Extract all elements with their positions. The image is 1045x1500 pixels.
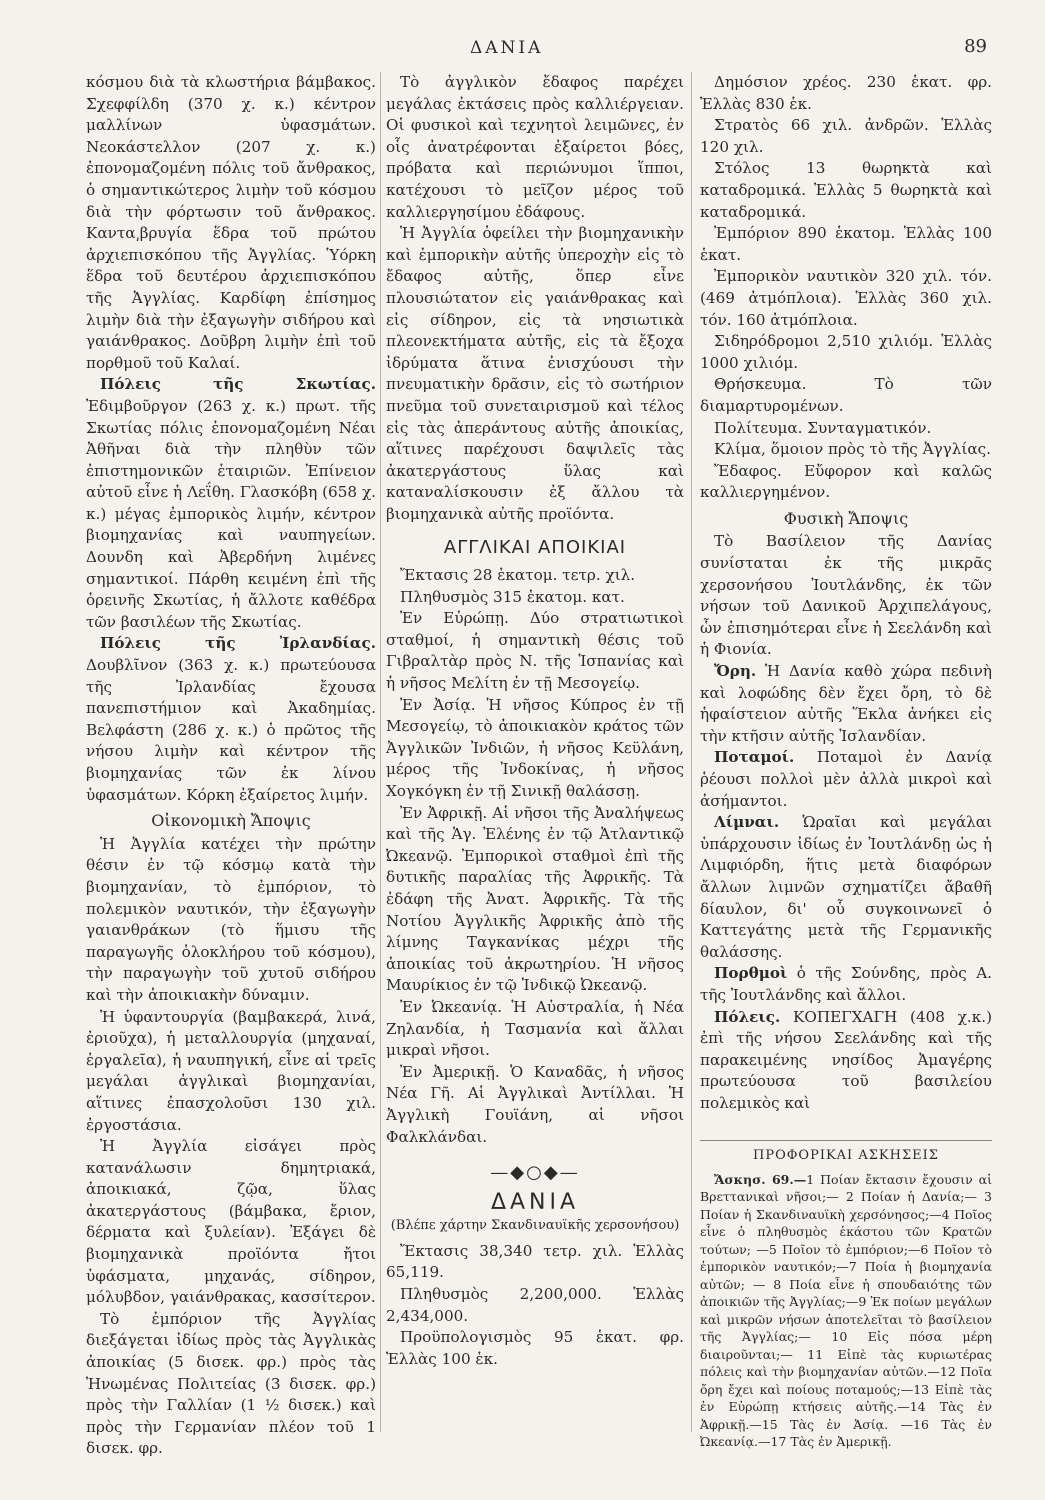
- ornament: —◆○◆—: [490, 1162, 580, 1184]
- running-head: [0, 30, 1045, 64]
- column-right: [700, 72, 992, 1115]
- exercises-rule: [700, 1140, 992, 1141]
- column-middle: [386, 72, 684, 1370]
- map-note: (Βλέπε χάρτην Σκανδιναυϊκῆς χερσονήσου): [390, 1218, 680, 1234]
- paragraph: Ποταμοί. Ποταμοὶ ἐν Δανίᾳ ῥέουσι πολλοὶ μὲν ἀλλὰ μικροὶ καὶ ἀσήμαντοι.: [700, 748, 992, 810]
- paragraph: Ἡ Ἀγγλία ὀφείλει τὴν βιομηχανικὴν καὶ ἐμπορικὴν αὐτῆς ὑπεροχὴν εἰς τὸ ἔδαφος αὐτῆς, ὅπερ εἶνε πλουσιώτατον εἰς γαιάνθρακας καὶ εἰς σίδηρον, εἰς τὰ νησιωτικὰ πλεονεκτήματα αὐτῆς, εἰς τὰ ἔξοχα ἰδρύματα ἅτινα ἐνισχύουσι τὴν πνευματικὴν δρᾶσιν, εἰς τὸ σωτήριον πνεῦμα τοῦ συνεταιρισμοῦ καὶ τέλος εἰς τὰς ἀπεράντους αὐτῆς ἀποικίας, αἵτινες παρέχουσι δαψιλεῖς τὰς ἀκατεργάστους ὕλας καὶ καταναλίσκουσιν ἐξ ἄλλου τὰ βιομηχανικὰ αὐτῆς προϊόντα.: [386, 224, 684, 523]
- paragraph: Ἡ Ἀγγλία εἰσάγει πρὸς κατανάλωσιν δημητριακά, ἀποικιακά, ζῷα, ὕλας ἀκατεργάστους (βάμβακα, ἔριον, δέρματα καὶ ξυλείαν). Ἐξάγει δὲ βιομηχανικὰ προϊόντα ἤτοι ὑφάσματα, μηχανάς, σίδηρον, μόλυβδον, γαιάνθρακας, κασσίτερον.: [86, 1137, 376, 1307]
- paragraph: Στόλος 13 θωρηκτὰ καὶ καταδρομικά. Ἑλλὰς 5 θωρηκτὰ καὶ καταδρομικά.: [700, 159, 992, 221]
- paragraph: Πληθυσμὸς 315 ἑκατομ. κατ.: [400, 587, 625, 606]
- exercises-heading: ΠΡΟΦΟΡΙΚΑΙ ΑΣΚΗΣΕΙΣ: [753, 1148, 939, 1163]
- paragraph: Σιδηρόδρομοι 2,510 χιλιόμ. Ἑλλὰς 1000 χιλιόμ.: [700, 332, 992, 372]
- paragraph: Ἡ Ἀγγλία κατέχει τὴν πρώτην θέσιν ἐν τῷ κόσμῳ κατὰ τὴν βιομηχανίαν, τὸ ἐμπόριον, τὸ πολεμικὸν ναυτικόν, τὴν ἐξαγωγὴν γαιανθράκων (τὸ ἥμισυ τῆς παραγωγῆς ὁλοκλήρου τοῦ κόσμου), τὴν παραγωγὴν τοῦ χυτοῦ σιδήρου καὶ τὴν ἀποικιακὴν δύναμιν.: [86, 834, 376, 1004]
- paragraph: Ἐν Εὐρώπῃ. Δύο στρατιωτικοὶ σταθμοί, ἡ σημαντικὴ θέσις τοῦ Γιβραλτὰρ πρὸς Ν. τῆς Ἱσπανίας καὶ ἡ νῆσος Μελίτη ἐν τῇ Μεσογείῳ.: [386, 609, 684, 693]
- paragraph: Ἐμπορικὸν ναυτικὸν 320 χιλ. τόν. (469 ἀτμόπλοια). Ἑλλὰς 360 χιλ. τόν. 160 ἀτμόπλοια.: [700, 267, 992, 329]
- paragraph: Ἡ ὑφαντουργία (βαμβακερά, λινά, ἐριοῦχα), ἡ μεταλλουργία (μηχαναί, ἐργαλεῖα), ἡ ναυπηγική, εἶνε αἱ τρεῖς μεγάλαι ἀγγλικαὶ βιομηχανίαι, αἵτινες ἐπασχολοῦσι 130 χιλ. ἐργοστάσια.: [86, 1007, 376, 1134]
- section-heading: ΔΑΝΙΑ: [490, 1189, 580, 1215]
- paragraph: Πόλεις. ΚΟΠΕΓΧΑΓΗ (408 χ.κ.) ἐπὶ τῆς νήσου Σεελάνδης καὶ τῆς παρακειμένης νησίδος Ἀμαγέρης πρωτεύουσα τοῦ βασιλείου πολεμικὸς καὶ: [700, 1007, 993, 1112]
- paragraph: Δημόσιον χρέος. 230 ἑκατ. φρ. Ἑλλὰς 830 ἑκ.: [700, 73, 992, 113]
- column-rule-left: [380, 72, 381, 1432]
- paragraph: Πολίτευμα. Συνταγματικόν.: [714, 418, 932, 437]
- paragraph: Τὸ ἀγγλικὸν ἔδαφος παρέχει μεγάλας ἐκτάσεις πρὸς καλλιέργειαν. Οἱ φυσικοὶ καὶ τεχνητοὶ λειμῶνες, ἐν οἷς ἀνατρέφονται ἐξαίρετοι βόες, πρόβατα καὶ περιώνυμοι ἵπποι, κατέχουσι τὸ μεῖζον μέρος τοῦ καλλιεργησίμου ἐδάφους.: [386, 73, 684, 221]
- paragraph: Ἔκτασις 38,340 τετρ. χιλ. Ἑλλὰς 65,119.: [386, 1241, 684, 1282]
- paragraph: Ἔκτασις 28 ἑκατομ. τετρ. χιλ.: [400, 566, 636, 585]
- paragraph: Ἐν Ἀφρικῇ. Αἱ νῆσοι τῆς Ἀναλήψεως καὶ τῆς Ἁγ. Ἑλένης ἐν τῷ Ἀτλαντικῷ Ὠκεανῷ. Ἐμπορικοὶ σταθμοὶ ἐπὶ τῆς δυτικῆς παραλίας τῆς Ἀφρικῆς. Τὰ ἐδάφη τῆς Ἀνατ. Ἀφρικῆς. Τὰ τῆς Νοτίου Ἀγγλικῆς Ἀφρικῆς ἀπὸ τῆς λίμνης Ταγκανίκας μέχρι τῆς ἀποικίας τοῦ ἀκρωτηρίου. Ἡ νῆσος Μαυρίκιος ἐν τῷ Ἰνδικῷ Ὠκεανῷ.: [386, 803, 684, 995]
- paragraph: Ἐν Ὠκεανίᾳ. Ἡ Αὐστραλία, ἡ Νέα Ζηλανδία, ἡ Τασμανία καὶ ἄλλαι μικραὶ νῆσοι.: [386, 997, 684, 1060]
- paragraph: Λίμναι. Ὡραῖαι καὶ μεγάλαι ὑπάρχουσιν ἰδίως ἐν Ἰουτλάνδῃ ὡς ἡ Λιμφιόρδη, ἥτις μετὰ διαφόρων ἄλλων λιμνῶν σχηματίζει ἄβαθῆ δίαυλον, δι' οὗ συγκοινωνεῖ ὁ Καττεγάτης μετὰ τῆς Γερμανικῆς θαλάσσης.: [700, 813, 992, 961]
- paragraph: Τὸ Βασίλειον τῆς Δανίας συνίσταται ἐκ τῆς μικρᾶς χερσονήσου Ἰουτλάνδης, ἐκ τῶν νήσων τοῦ Δανικοῦ Ἀρχιπελάγους, ὧν ἐπισημότεραι εἶνε ἡ Σεελάνδη καὶ ἡ Φιονία.: [700, 532, 992, 659]
- exercises-box: [700, 1140, 992, 1451]
- section-heading: ΑΓΓΛΙΚΑΙ ΑΠΟΙΚΙΑΙ: [443, 537, 627, 559]
- paragraph: Ὄρη. Ἡ Δανία καθὸ χώρα πεδινὴ καὶ λοφώδης δὲν ἔχει ὄρη, τὸ δὲ ἡφαίστειον αὐτῆς Ἕκλα ἀνήκει εἰς τὴν κτῆσιν αὐτῆς Ἰσλανδίαν.: [700, 662, 993, 745]
- subheading: Οἰκονομικὴ Ἄποψις: [151, 811, 311, 831]
- exercises-text: Ἄσκησ. 69.—1 Ποίαν ἔκτασιν ἔχουσιν αἱ Βρεττανικαὶ νῆσοι;— 2 Ποίαν ἡ Δανία;— 3 Ποίαν ἡ Σκανδιναυϊκὴ χερσόνησος;—4 Ποῖος εἶνε ὁ πληθυσμὸς ἑκάστου τῶν Κρατῶν τούτων; —5 Ποῖον τὸ ἐμπόριον;—6 Ποῖον τὸ ἐμπορικὸν ναυτικόν;—7 Ποία ἡ βιομηχανία αὐτῶν; — 8 Ποία εἶνε ἡ σπουδαιότης τῶν ἀποικιῶν τῆς Ἀγγλίας;—9 Ἐκ ποίων μεγάλων καὶ μικρῶν νήσων ἀποτελεῖται τὸ βασίλειον τῆς Ἀγγλίας;— 10 Εἰς πόσα μέρη διαιροῦνται;— 11 Εἰπὲ τὰς κυριωτέρας πόλεις καὶ τὴν βιομηχανίαν αὐτῶν.—12 Ποῖα ὄρη ἔχει καὶ ποίους ποταμούς;—13 Εἰπὲ τὰς ἐν Εὐρώπῃ κτήσεις αὐτῆς.—14 Τὰς ἐν Ἀφρικῇ.—15 Τὰς ἐν Ἀσίᾳ. —16 Τὰς ἐν Ὠκεανίᾳ.—17 Τὰς ἐν Ἀμερικῇ.: [700, 1171, 993, 1449]
- paragraph: Τὸ ἐμπόριον τῆς Ἀγγλίας διεξάγεται ἰδίως πρὸς τὰς Ἀγγλικὰς ἀποικίας (5 δισεκ. φρ.) πρὸς τὰς Ἡνωμένας Πολιτείας (3 δισεκ. φρ.) πρὸς τὴν Γαλλίαν (1 ½ δισεκ.) καὶ πρὸς τὴν Γερμανίαν πλέον τοῦ 1 δισεκ. φρ.: [86, 1309, 376, 1458]
- paragraph: Πόλεις τῆς Σκωτίας. Ἐδιμβοῦργον (263 χ. κ.) πρωτ. τῆς Σκωτίας πόλις ἐπονομαζομένη Νέαι Ἀθῆναι διὰ τὴν πληθὺν τῶν ἐπιστημονικῶν ἑταιριῶν. Ἐπίνειον αὐτοῦ εἶνε ἡ Λεΐθη. Γλασκόβη (658 χ. κ.) μέγας ἐμπορικὸς λιμήν, κέντρον βιομηχανίας καὶ ναυπηγείων. Δουνδη καὶ Ἀβερδήνη λιμένες σημαντικοί. Πάρθη κειμένη ἐπὶ τῆς ὀρεινῆς Σκωτίας, ἡ ἄλλοτε καθέδρα τῶν βασιλέων τῆς Σκωτίας.: [86, 375, 376, 631]
- paragraph: Κλίμα, ὅμοιον πρὸς τὸ τῆς Ἀγγλίας.: [714, 440, 991, 459]
- column-left: [86, 72, 376, 1460]
- paragraph: Πόλεις τῆς Ἰρλανδίας. Δουβλῖνον (363 χ. κ.) πρωτεύουσα τῆς Ἰρλανδίας ἔχουσα πανεπιστήμιον καὶ Ἀκαδημίας. Βελφάστη (286 χ. κ.) ὁ πρῶτος τῆς νήσου λιμὴν καὶ κέντρον τῆς βιομηχανίας τῶν ἐκ λίνου ὑφασμάτων. Κόρκη ἐξαίρετος λιμήν.: [86, 634, 376, 804]
- paragraph: κόσμου διὰ τὰ κλωστήρια βάμβακος. Σχεφφίλδη (370 χ. κ.) κέντρον μαλλίνων ὑφασμάτων. Νεοκάστελλον (207 χ. κ.) ἐπονομαζομένη πόλις τοῦ ἄνθρακος, ὁ σημαντικώτερος λιμὴν τοῦ κόσμου διὰ τὴν φόρτωσιν τοῦ ἄνθρακος. Καντα͵βρυγία ἕδρα τοῦ πρώτου ἀρχιεπισκόπου τῆς Ἀγγλίας. Ὑόρκη ἕδρα τοῦ δευτέρου ἀρχιεπισκόπου τῆς Ἀγγλίας. Καρδίφη ἐπίσημος λιμὴν διὰ τὴν ἐξαγωγὴν σιδήρου καὶ γαιάνθρακος. Δοῦβρη λιμὴν ἐπὶ τοῦ πορθμοῦ τοῦ Καλαί.: [86, 73, 376, 372]
- paragraph: Ἐν Ἀσίᾳ. Ἡ νῆσος Κύπρος ἐν τῇ Μεσογείῳ, τὸ ἀποικιακὸν κράτος τῶν Ἀγγλικῶν Ἰνδιῶν, ἡ νῆσος Κεϋλάνη, μέρος τῆς Ἰνδοκίνας, ἡ νῆσος Χογκόγκη ἐν τῇ Σινικῇ θαλάσσῃ.: [386, 695, 684, 800]
- paragraph: Θρήσκευμα. Τὸ τῶν διαμαρτυρομένων.: [700, 375, 992, 415]
- paragraph: Ἐμπόριον 890 ἑκατομ. Ἑλλὰς 100 ἑκατ.: [700, 224, 992, 264]
- page-number: 89: [964, 36, 987, 57]
- subheading: Φυσικὴ Ἄποψις: [783, 508, 909, 528]
- column-rule-right: [691, 72, 692, 1432]
- paragraph: Πληθυσμὸς 2,200,000. Ἑλλὰς 2,434,000.: [386, 1285, 684, 1325]
- paragraph: Προϋπολογισμὸς 95 ἑκατ. φρ. Ἑλλὰς 100 ἑκ.: [386, 1328, 684, 1368]
- running-title: ΔΑΝΙΑ: [470, 38, 544, 58]
- paragraph: Στρατὸς 66 χιλ. ἀνδρῶν. Ἑλλὰς 120 χιλ.: [700, 116, 992, 156]
- paragraph: Πορθμοὶ ὁ τῆς Σούνδης, πρὸς Α. τῆς Ἰουτλάνδης καὶ ἄλλοι.: [700, 964, 992, 1004]
- paragraph: Ἐν Ἀμερικῇ. Ὁ Καναδᾶς, ἡ νῆσος Νέα Γῆ. Αἱ Ἀγγλικαὶ Ἀντίλλαι. Ἡ Ἀγγλικὴ Γουϊάνη, αἱ νῆσοι Φαλκλάνδαι.: [386, 1062, 684, 1146]
- paragraph: Ἔδαφος. Εὔφορον καὶ καλῶς καλλιεργημένον.: [700, 461, 992, 502]
